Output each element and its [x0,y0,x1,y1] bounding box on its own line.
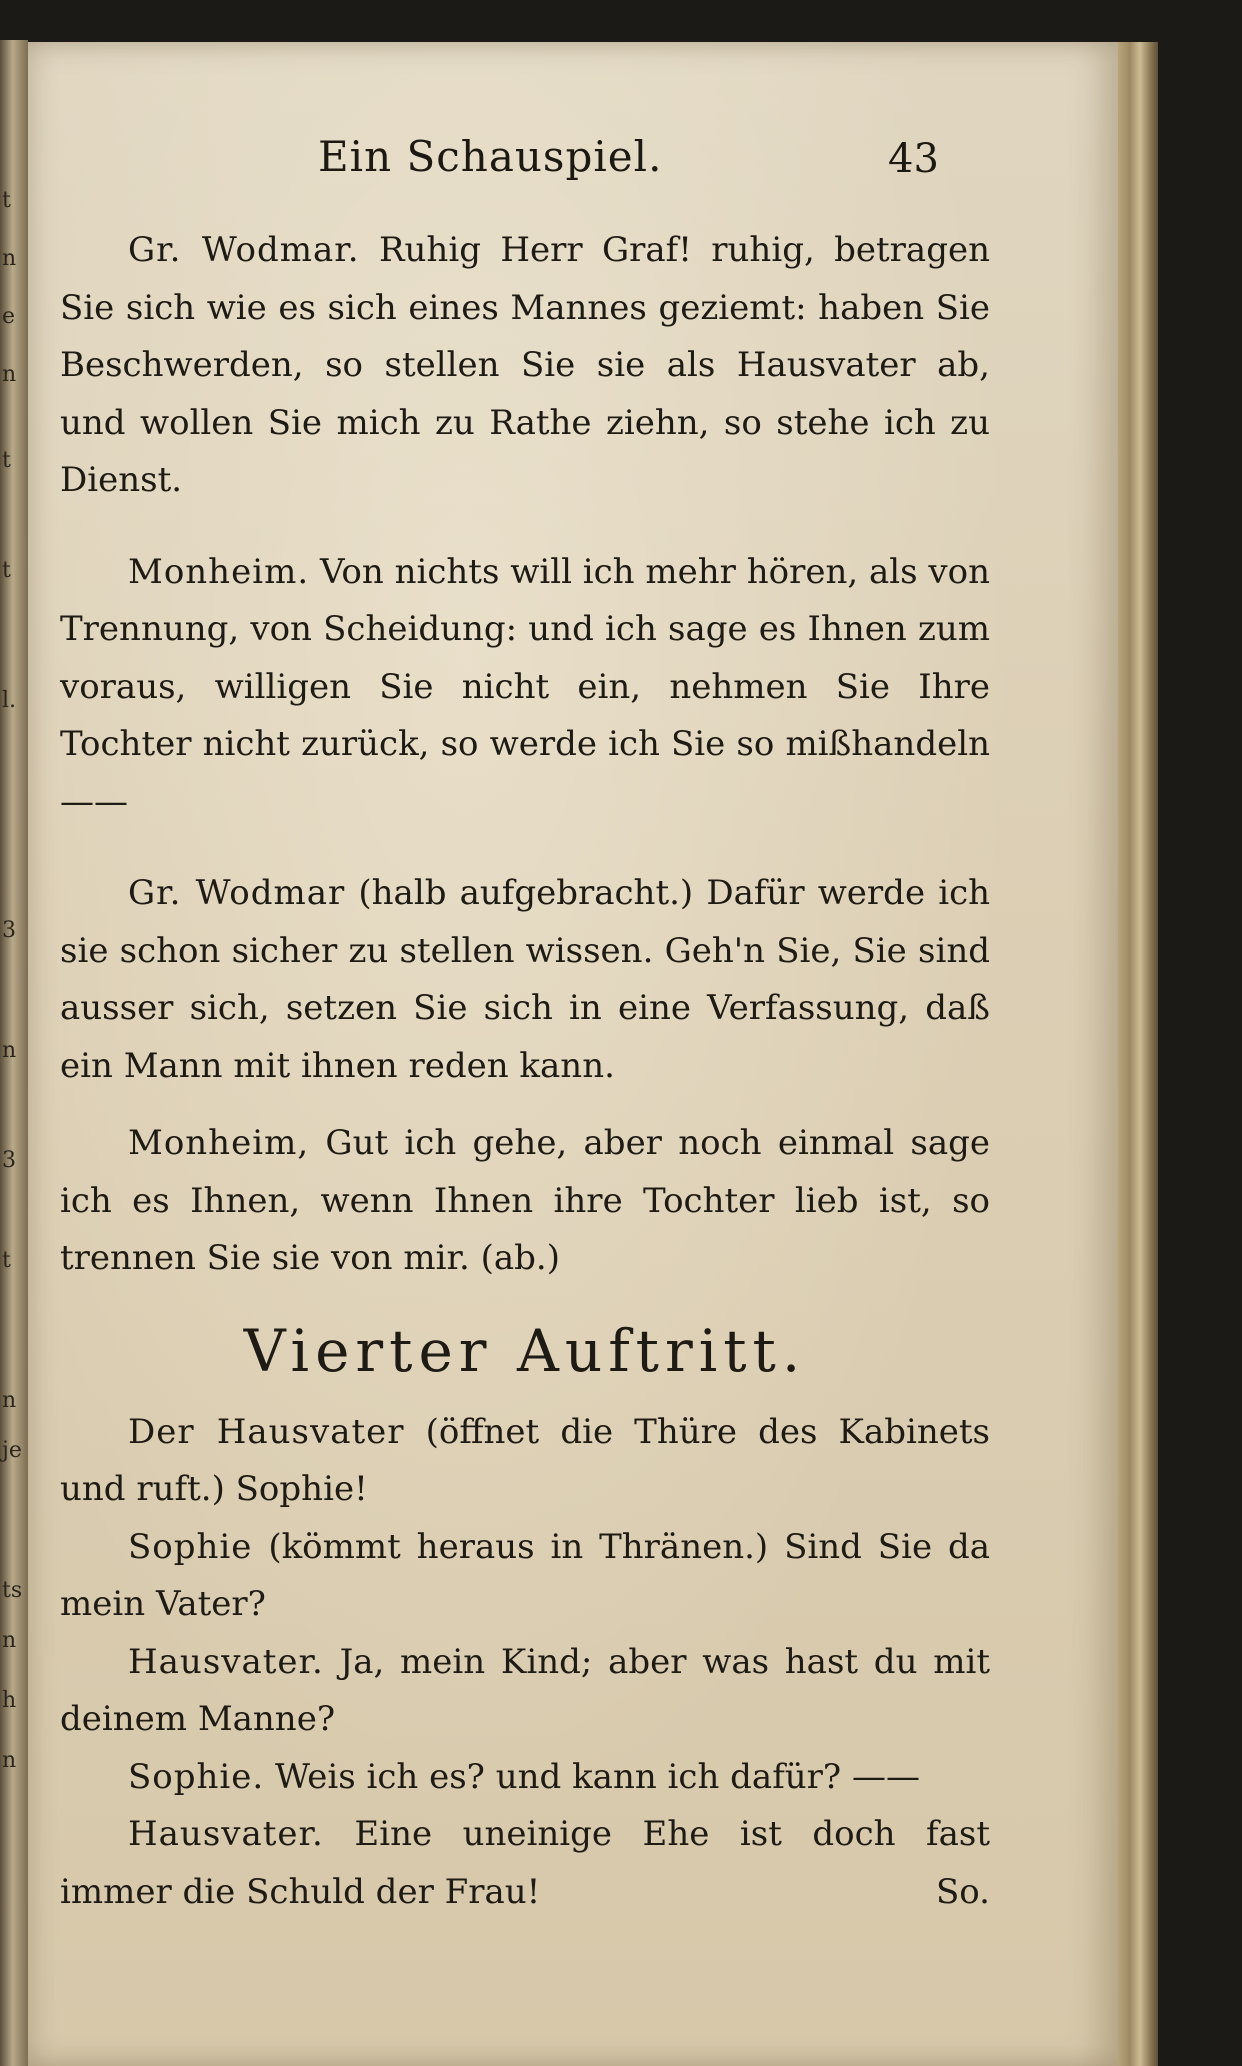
dialogue-paragraph [60,1749,990,1807]
speaker-name: Hausvater. [128,1814,324,1854]
dialogue-text: (kömmt heraus in Thränen.) Sind Sie da mein Vater? [60,1526,990,1624]
speaker-name: Hausvater. [128,1641,324,1682]
dialogue-paragraph [60,544,990,832]
running-head: Ein Schauspiel. [318,132,663,181]
dialogue-text: Weis ich es? und kann ich dafür? —— [275,1756,920,1797]
page-header [28,132,1118,192]
dialogue-text: Ja, mein Kind; aber was hast du mit deinem Manne? [60,1641,990,1739]
dialogue-paragraph [60,1519,990,1634]
dialogue-paragraph [60,865,990,1095]
margin-fragment: 3 [2,1148,16,1173]
left-margin-fragments [0,190,22,1810]
margin-fragment: n [2,1628,17,1653]
margin-fragment: je [2,1438,22,1463]
margin-fragment: t [2,558,11,583]
page-number: 43 [888,136,939,182]
margin-fragment: n [2,362,17,387]
margin-fragment: l. [2,688,17,713]
page-body [60,222,990,1921]
margin-fragment: n [2,1748,17,1773]
dialogue-paragraph [60,1404,990,1519]
speaker-name: Monheim. [128,551,310,592]
margin-fragment: e [2,304,16,329]
dialogue-text: Eine uneinige Ehe ist doch fast immer die Schuld der Frau! [60,1814,990,1912]
scene-heading: Vierter Auftritt. [243,1316,807,1385]
margin-fragment: ts [2,1578,23,1603]
speaker-name: Gr. Wodmar. [128,230,360,270]
dialogue-paragraph [60,1115,990,1288]
margin-fragment: n [2,1038,17,1063]
dialogue-text: Von nichts will ich mehr hören, als von Trennung, von Scheidung: und ich sage es Ihnen zum voraus, willigen Sie nicht ein, nehmen Sie Ihre Tochter nicht zurück, so werde ich Sie so mißhandeln —— [60,551,990,822]
dialogue-paragraph [60,1806,990,1921]
dialogue-text: (halb aufgebracht.) Dafür werde ich sie schon sicher zu stellen wissen. Geh'n Sie, Sie sind ausser sich, setzen Sie sich in eine Verfassung, daß ein Mann mit ihnen reden kann. [60,873,991,1086]
book-page [28,42,1118,2066]
dialogue-paragraph [60,1634,990,1749]
speaker-name: Sophie [128,1526,253,1567]
margin-fragment: n [2,1388,17,1413]
dialogue-text: (öffnet die Thüre des Kabinets und ruft.) Sophie! [60,1411,990,1509]
margin-fragment: t [2,188,11,213]
page-block-edge [1118,42,1158,2066]
dialogue-paragraph [60,222,990,510]
margin-fragment: t [2,1248,11,1273]
speaker-name: Der Hausvater [128,1411,405,1452]
dialogue-text: Ruhig Herr Graf! ruhig, betragen Sie sich wie es sich eines Mannes geziemt: haben Sie Beschwerden, so stellen Sie sie als Hausvater ab, und wollen Sie mich zu Rathe ziehn, so stehe ich zu Dienst. [60,230,990,500]
speaker-name: Gr. Wodmar [128,873,346,913]
margin-fragment: n [2,246,17,271]
speaker-name: Sophie. [128,1756,265,1797]
margin-fragment: 3 [2,918,16,943]
margin-fragment: h [2,1688,17,1713]
speaker-name: Monheim, [128,1123,310,1163]
dialogue-text: Gut ich gehe, aber noch einmal sage ich es Ihnen, wenn Ihnen ihre Tochter lieb ist, so trennen Sie sie von mir. (ab.) [60,1123,990,1278]
catchword: So. [936,1871,990,1912]
margin-fragment: t [2,448,11,473]
